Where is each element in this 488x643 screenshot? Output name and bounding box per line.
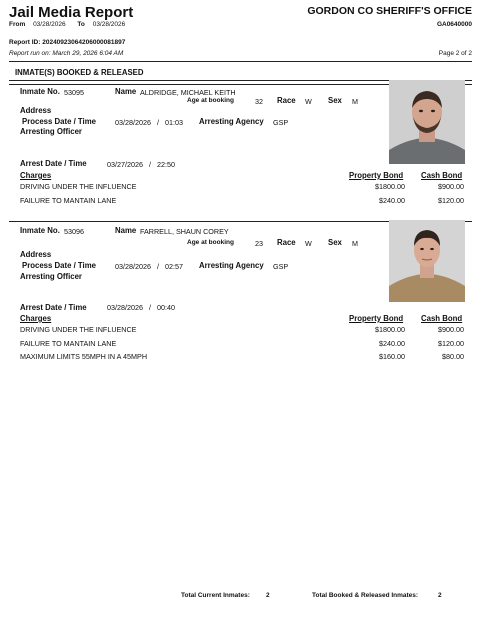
inmate-2-arrest-label: Arrest Date / Time (20, 303, 87, 312)
inmate-1-race: W (305, 97, 312, 106)
inmate-1-age: 32 (255, 97, 263, 106)
inmate-1-charge-1-cash: $900.00 (438, 182, 464, 191)
inmate-2-charge-1-property: $1800.00 (375, 325, 405, 334)
inmate-2-charge-3-cash: $80.00 (442, 352, 464, 361)
inmate-2-cash-label: Cash Bond (421, 314, 463, 323)
inmate-2-race-label: Race (277, 238, 296, 247)
inmate-1-arrest-dt (107, 160, 175, 169)
inmate-1-mugshot (389, 80, 465, 164)
inmate-1-arrest-time: 22:50 (156, 160, 175, 169)
inmate-2-officer-label: Arresting Officer (20, 272, 82, 281)
inmate-2-charge-2-cash: $120.00 (438, 339, 464, 348)
inmate-1-agency: GSP (273, 118, 289, 127)
to-label: To (77, 21, 85, 28)
inmate-1-officer-label: Arresting Officer (20, 127, 82, 136)
report-run-on: Report run on: March 29, 2026 6:04 AM (9, 50, 124, 57)
inmate-2-age: 23 (255, 239, 263, 248)
inmate-2-arrest-slash: / (148, 303, 151, 312)
inmate-1-charge-1-property: $1800.00 (375, 182, 405, 191)
inmate-2-name-label: Name (115, 226, 137, 235)
inmate-1-sex-label: Sex (328, 96, 342, 105)
inmate-2-arrest-time: 00:40 (156, 303, 175, 312)
inmate-2-sex-label: Sex (328, 238, 342, 247)
inmate-2-process-dt (115, 262, 183, 271)
inmate-2-charge-1-cash: $900.00 (438, 325, 464, 334)
inmate-2-charge-1: DRIVING UNDER THE INFLUENCE (20, 325, 137, 334)
inmate-1-race-label: Race (277, 96, 296, 105)
inmate-1-name: ALDRIDGE, MICHAEL KEITH (140, 88, 236, 97)
header-divider (9, 61, 472, 62)
inmate-2-process-time: 02:57 (164, 262, 183, 271)
total-current-value: 2 (266, 592, 270, 599)
inmate-2-mugshot (389, 220, 465, 302)
inmate-1-charge-2-property: $240.00 (379, 196, 405, 205)
inmate-1-process-date: 03/28/2026 (115, 118, 151, 127)
inmate-2-charge-3: MAXIMUM LIMITS 55MPH IN A 45MPH (20, 352, 148, 361)
inmate-1-arrest-slash: / (148, 160, 151, 169)
inmate-1-process-dt (115, 118, 183, 127)
report-id: Report ID: 20240923064206000081897 (9, 39, 126, 46)
inmate-1-charge-2-cash: $120.00 (438, 196, 464, 205)
inmate-1-agency-label: Arresting Agency (199, 117, 264, 126)
inmate-1-process-time: 01:03 (164, 118, 183, 127)
inmate-1-charge-1: DRIVING UNDER THE INFLUENCE (20, 182, 137, 191)
inmate-2-property-label: Property Bond (349, 314, 404, 323)
ori-code: GA0640000 (436, 21, 472, 28)
inmate-2-sex: M (352, 239, 358, 248)
total-booked-value: 2 (438, 592, 442, 599)
inmate-1-arrest-label: Arrest Date / Time (20, 159, 87, 168)
inmate-1-address-label: Address (20, 106, 52, 115)
total-current-label: Total Current Inmates: (181, 592, 250, 599)
inmate-2-process-date: 03/28/2026 (115, 262, 151, 271)
inmate-2-process-label: Process Date / Time (22, 261, 96, 270)
inmate-2-process-slash: / (156, 262, 159, 271)
inmate-2-charge-3-property: $160.00 (379, 352, 405, 361)
from-date: 03/28/2026 (33, 21, 66, 28)
inmate-1-charges-label: Charges (20, 171, 52, 180)
inmate-2-agency: GSP (273, 262, 289, 271)
inmate-2-no: 53096 (64, 227, 84, 236)
inmate-2-charge-2-property: $240.00 (379, 339, 405, 348)
total-booked-label: Total Booked & Released Inmates: (312, 592, 419, 599)
inmate-1-age-label: Age at booking (187, 97, 234, 104)
inmate-2-arrest-dt (107, 303, 175, 312)
inmate-1-cash-label: Cash Bond (421, 171, 463, 180)
section-title: INMATE(S) BOOKED & RELEASED (15, 68, 144, 77)
inmate-2-agency-label: Arresting Agency (199, 261, 264, 270)
inmate-1-no-label: Inmate No. (20, 87, 60, 96)
inmate-1-name-label: Name (115, 87, 137, 96)
inmate-2-charge-2: FAILURE TO MANTAIN LANE (20, 339, 117, 348)
inmate-1-process-slash: / (156, 118, 159, 127)
inmate-1-property-label: Property Bond (349, 171, 404, 180)
inmate-2-no-label: Inmate No. (20, 226, 60, 235)
inmate-2-name: FARRELL, SHAUN COREY (140, 227, 229, 236)
inmate-1-sex: M (352, 97, 358, 106)
inmate-1-arrest-date: 03/27/2026 (107, 160, 143, 169)
from-range (9, 21, 125, 28)
to-date: 03/28/2026 (92, 21, 126, 28)
inmate-2-age-label: Age at booking (187, 239, 234, 246)
inmate-1-charge-2: FAILURE TO MANTAIN LANE (20, 196, 117, 205)
page-number: Page 2 of 2 (438, 50, 472, 57)
inmate-2-charges-label: Charges (20, 314, 52, 323)
from-label: From (9, 21, 26, 28)
inmate-1-process-label: Process Date / Time (22, 117, 96, 126)
inmate-2-arrest-date: 03/28/2026 (107, 303, 143, 312)
office-name: GORDON CO SHERIFF'S OFFICE (307, 5, 472, 17)
inmate-1-no: 53095 (64, 88, 84, 97)
inmate-2-address-label: Address (20, 250, 52, 259)
inmate-2-race: W (305, 239, 312, 248)
report-title: Jail Media Report (9, 4, 134, 21)
